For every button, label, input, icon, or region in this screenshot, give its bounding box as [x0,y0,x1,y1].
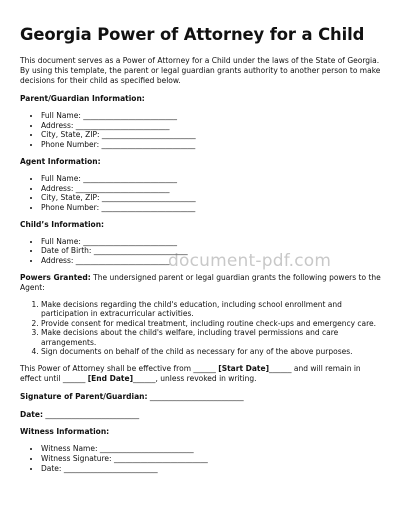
power-item-welfare: 3. Make decisions about the child's welfare, including travel permissions and care arrangements. [41,328,383,347]
parent-full-name-field: • Full Name: _________________________ [41,111,383,121]
signature-line [20,392,383,402]
end-date-placeholder[interactable]: [End Date] [87,374,133,384]
witness-signature-field: • Witness Signature: _________________________ [41,454,383,464]
agent-section-heading: Agent Information: [20,156,101,166]
agent-address-field: • Address: _________________________ [41,184,383,194]
witness-date-blank[interactable]: _________________________ [63,463,158,473]
effective-dates-paragraph: This Power of Attorney shall be effective from ______ [Start Date]______ and will remain in effect until ______ [End Date]______, unless revoked in writing. [20,364,361,384]
intro-paragraph: This document serves as a Power of Attorney for a Child under the laws of the State of Georgia. By using this template, the parent or legal guardian grants authority to another person to make decisions for their child as specified below. [20,56,381,86]
powers-granted-paragraph [20,273,383,293]
power-item-medical: 2. Provide consent for medical treatment, including routine check-ups and emergency care. [41,319,383,329]
child-dob-blank[interactable]: _________________________ [93,246,188,256]
parent-city-state-zip-blank[interactable]: _________________________ [101,130,196,140]
parent-full-name-blank[interactable]: _________________________ [83,111,177,121]
agent-full-name-blank[interactable]: _________________________ [83,173,177,183]
parent-section-heading: Parent/Guardian Information: [20,94,145,104]
witness-section-heading: Witness Information: [20,427,110,437]
parent-phone-field: • Phone Number: _________________________ [41,140,383,150]
agent-full-name-field: • Full Name: _________________________ [41,174,383,184]
agent-phone-blank[interactable]: _________________________ [101,202,196,212]
witness-signature-blank[interactable]: _________________________ [113,453,208,463]
parent-city-state-zip-field: • City, State, ZIP: _________________________ [41,130,383,140]
agent-fields-list [20,174,383,212]
child-dob-field: • Date of Birth: _________________________ [41,246,383,256]
start-date-placeholder[interactable]: [Start Date] [218,364,270,374]
child-address-blank[interactable]: _________________________ [75,256,170,266]
parent-address-blank[interactable]: _________________________ [75,120,170,130]
date-line [20,410,383,420]
document-title: Georgia Power of Attorney for a Child [20,25,365,44]
child-full-name-blank[interactable]: _________________________ [83,236,177,246]
powers-granted-label: Powers Granted: [20,273,91,283]
powers-granted-text: The undersigned parent or legal guardian grants the following powers to the Agent: [20,273,381,293]
witness-name-blank[interactable]: _________________________ [99,444,194,454]
parent-address-field: • Address: _________________________ [41,121,383,131]
agent-city-state-zip-field: • City, State, ZIP: _________________________ [41,193,383,203]
child-full-name-field: • Full Name: _________________________ [41,237,383,247]
witness-fields-list [20,444,383,473]
signature-label: Signature of Parent/Guardian: [20,391,148,401]
agent-city-state-zip-blank[interactable]: _________________________ [101,193,196,203]
power-item-education: 1. Make decisions regarding the child's education, including school enrollment and participation in extracurricular activities. [41,300,383,319]
agent-phone-field: • Phone Number: _________________________ [41,203,383,213]
parent-fields-list [20,111,383,149]
agent-address-blank[interactable]: _________________________ [75,183,170,193]
parent-phone-blank[interactable]: _________________________ [101,139,196,149]
child-address-field: • Address: _________________________ [41,256,383,266]
witness-date-field: • Date: _________________________ [41,464,383,474]
power-item-sign-documents: 4. Sign documents on behalf of the child as necessary for any of the above purposes. [41,347,383,357]
child-section-heading: Child’s Information: [20,219,105,229]
date-blank[interactable]: _________________________ [42,409,140,419]
witness-name-field: • Witness Name: _________________________ [41,444,383,454]
date-label: Date: [20,409,43,419]
powers-list [20,300,383,357]
watermark: document-pdf.com [168,251,332,271]
signature-blank[interactable]: _________________________ [147,391,244,401]
